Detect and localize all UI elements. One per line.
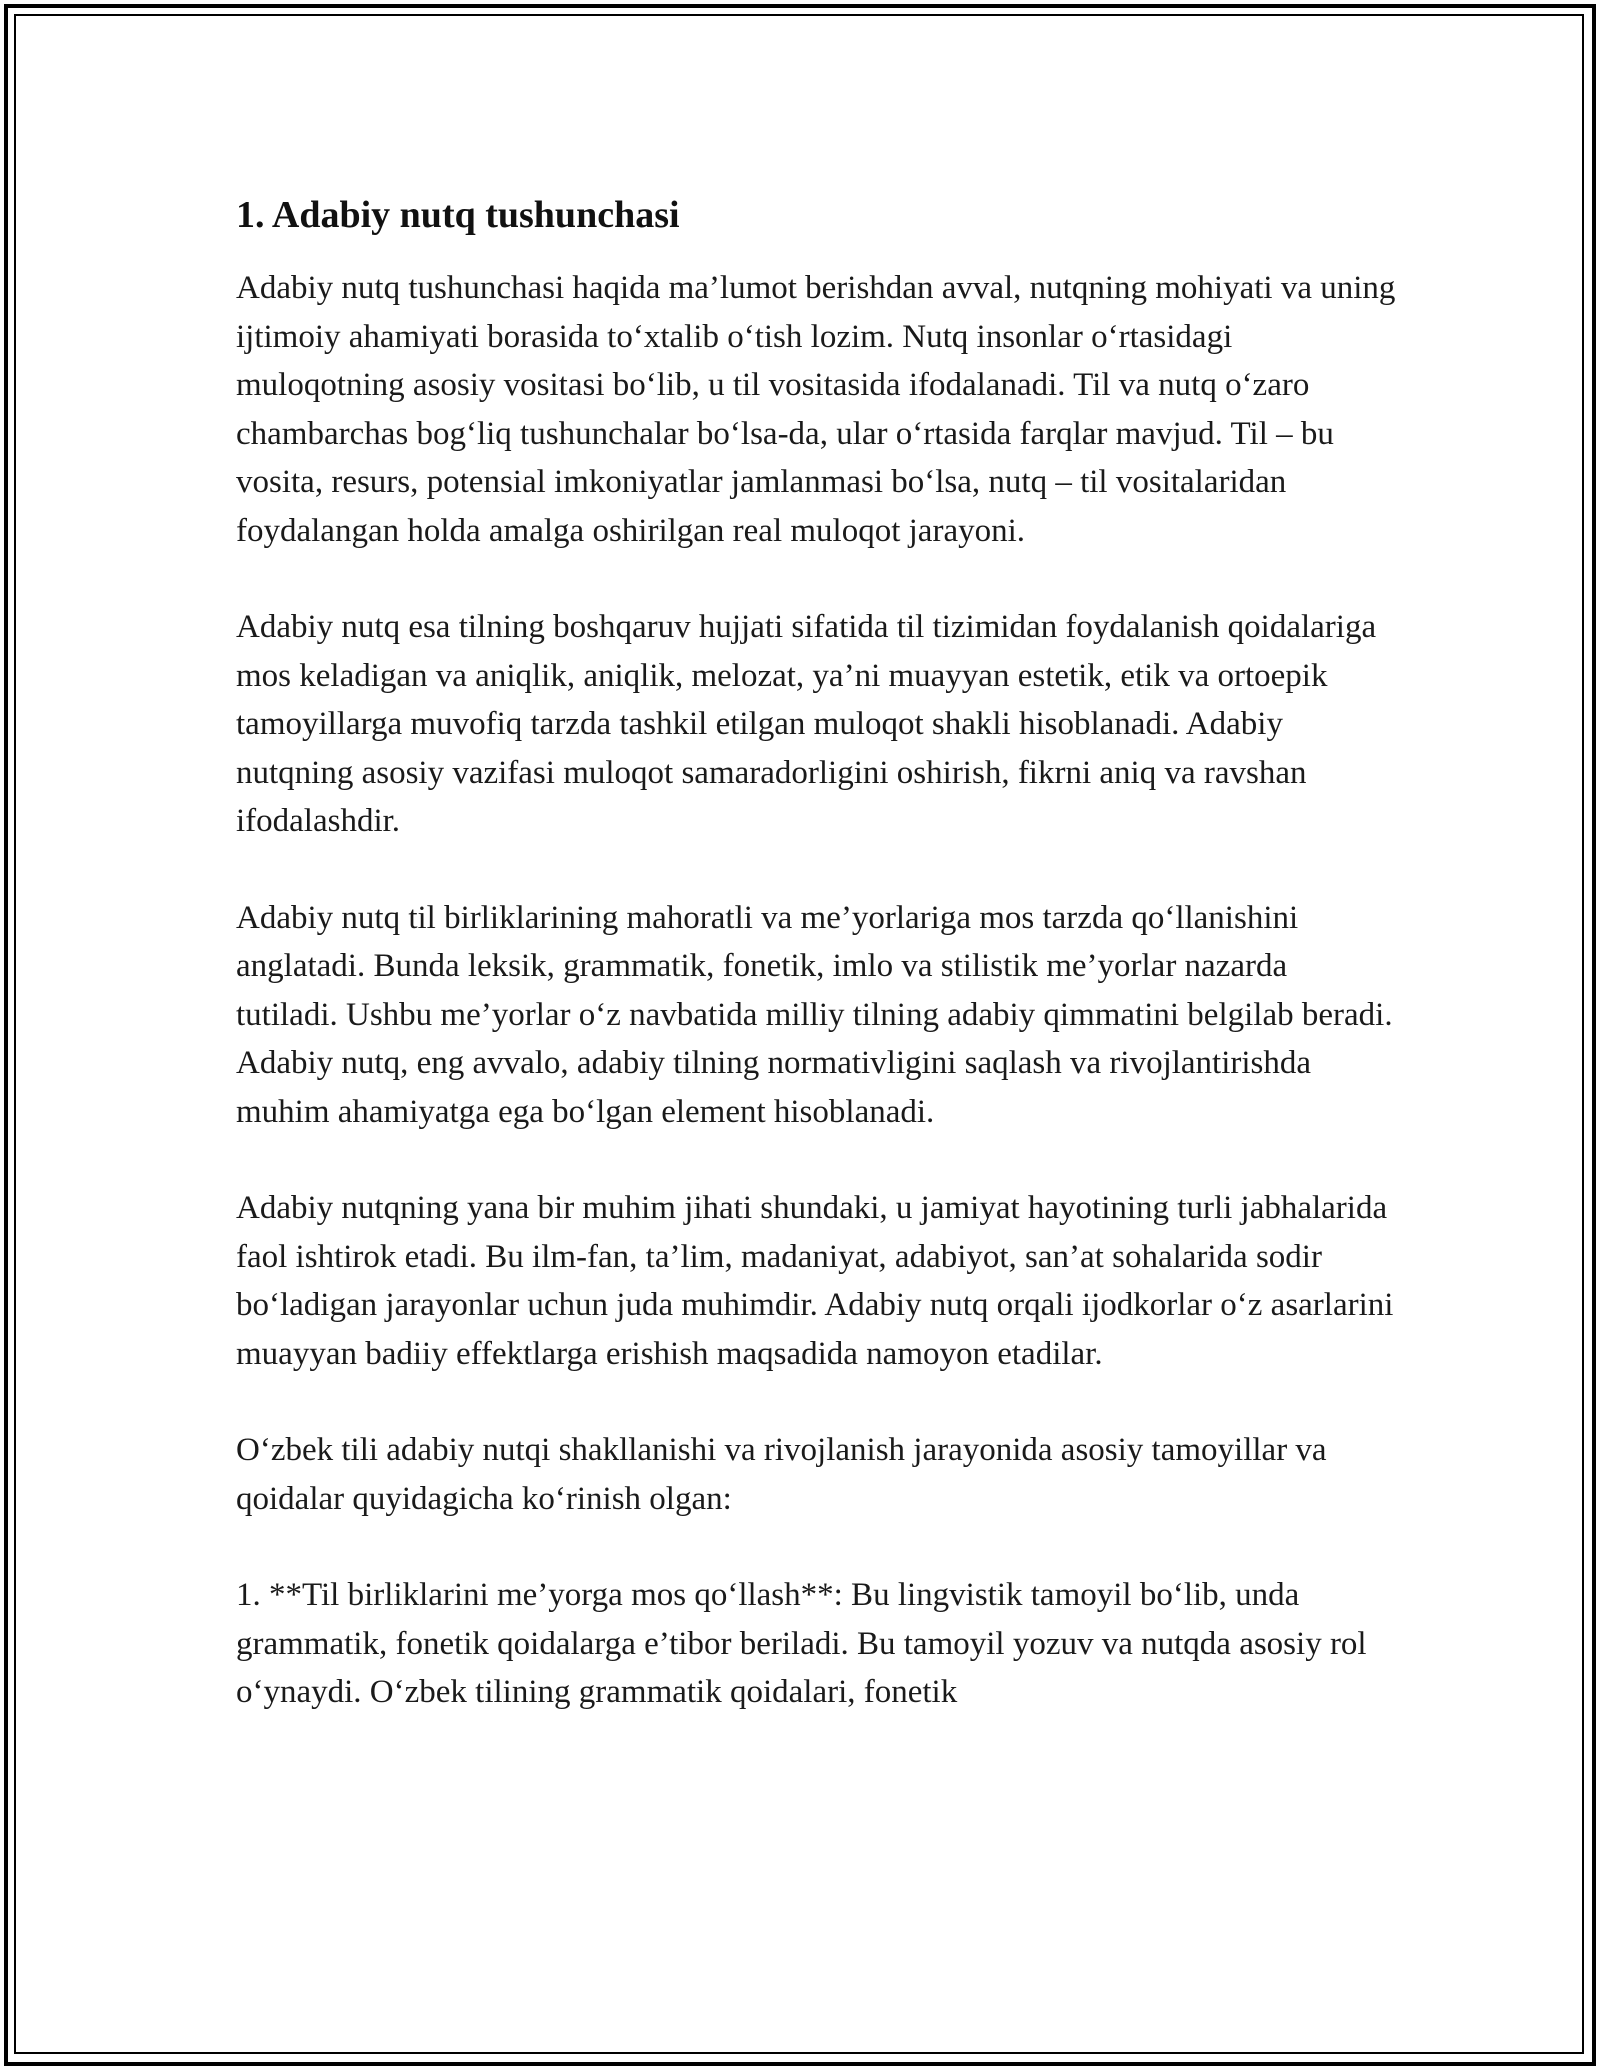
paragraph: Adabiy nutq til birliklarining mahoratli va me’yorlariga mos tarzda qo‘llanishini anglatadi. Bunda leksik, grammatik, fonetik, imlo va stilistik me’yorlar nazarda tutiladi. Ushbu me’yorlar o‘z navbatida milliy tilning adabiy qimmatini belgilab beradi. Adabiy nutq, eng avvalo, adabiy tilning normativligini saqlash va rivojlantirishda muhim ahamiyatga ega bo‘lgan element hisoblanadi. (236, 899, 1393, 1130)
section-heading: 1. Adabiy nutq tushunchasi (236, 194, 680, 236)
document-body (236, 186, 1396, 1765)
paragraph: Adabiy nutqning yana bir muhim jihati shundaki, u jamiyat hayotining turli jabhalarida faol ishtirok etadi. Bu ilm-fan, ta’lim, madaniyat, adabiyot, san’at sohalarida sodir bo‘ladigan jarayonlar uchun juda muhimdir. Adabiy nutq orqali ijodkorlar o‘z asarlarini muayyan badiiy effektlarga erishish maqsadida namoyon etadilar. (236, 1190, 1394, 1372)
paragraph: Adabiy nutq esa tilning boshqaruv hujjati sifatida til tizimidan foydalanish qoidalariga mos keladigan va aniqlik, aniqlik, melozat, ya’ni muayyan estetik, etik va ortoepik tamoyillarga muvofiq tarzda tashkil etilgan muloqot shakli hisoblanadi. Adabiy nutqning asosiy vazifasi muloqot samaradorligini oshirish, fikrni aniq va ravshan ifodalashdir. (236, 609, 1377, 839)
paragraph: 1. **Til birliklarini me’yorga mos qo‘llash**: Bu lingvistik tamoyil bo‘lib, unda grammatik, fonetik qoidalarga e’tibor beriladi. Bu tamoyil yozuv va nutqda asosiy rol o‘ynaydi. O‘zbek tilining grammatik qoidalari, fonetik (236, 1577, 1367, 1710)
paragraph: Adabiy nutq tushunchasi haqida ma’lumot berishdan avval, nutqning mohiyati va uning ijtimoiy ahamiyati borasida to‘xtalib o‘tish lozim. Nutq insonlar o‘rtasidagi muloqotning asosiy vositasi bo‘lib, u til vositasida ifodalanadi. Til va nutq o‘zaro chambarchas bog‘liq tushunchalar bo‘lsa-da, ular o‘rtasida farqlar mavjud. Til – bu vosita, resurs, potensial imkoniyatlar jamlanmasi bo‘lsa, nutq – til vositalaridan foydalangan holda amalga oshirilgan real muloqot jarayoni. (236, 270, 1396, 549)
paragraph: O‘zbek tili adabiy nutqi shakllanishi va rivojlanish jarayonida asosiy tamoyillar va qoidalar quyidagicha ko‘rinish olgan: (236, 1432, 1327, 1517)
